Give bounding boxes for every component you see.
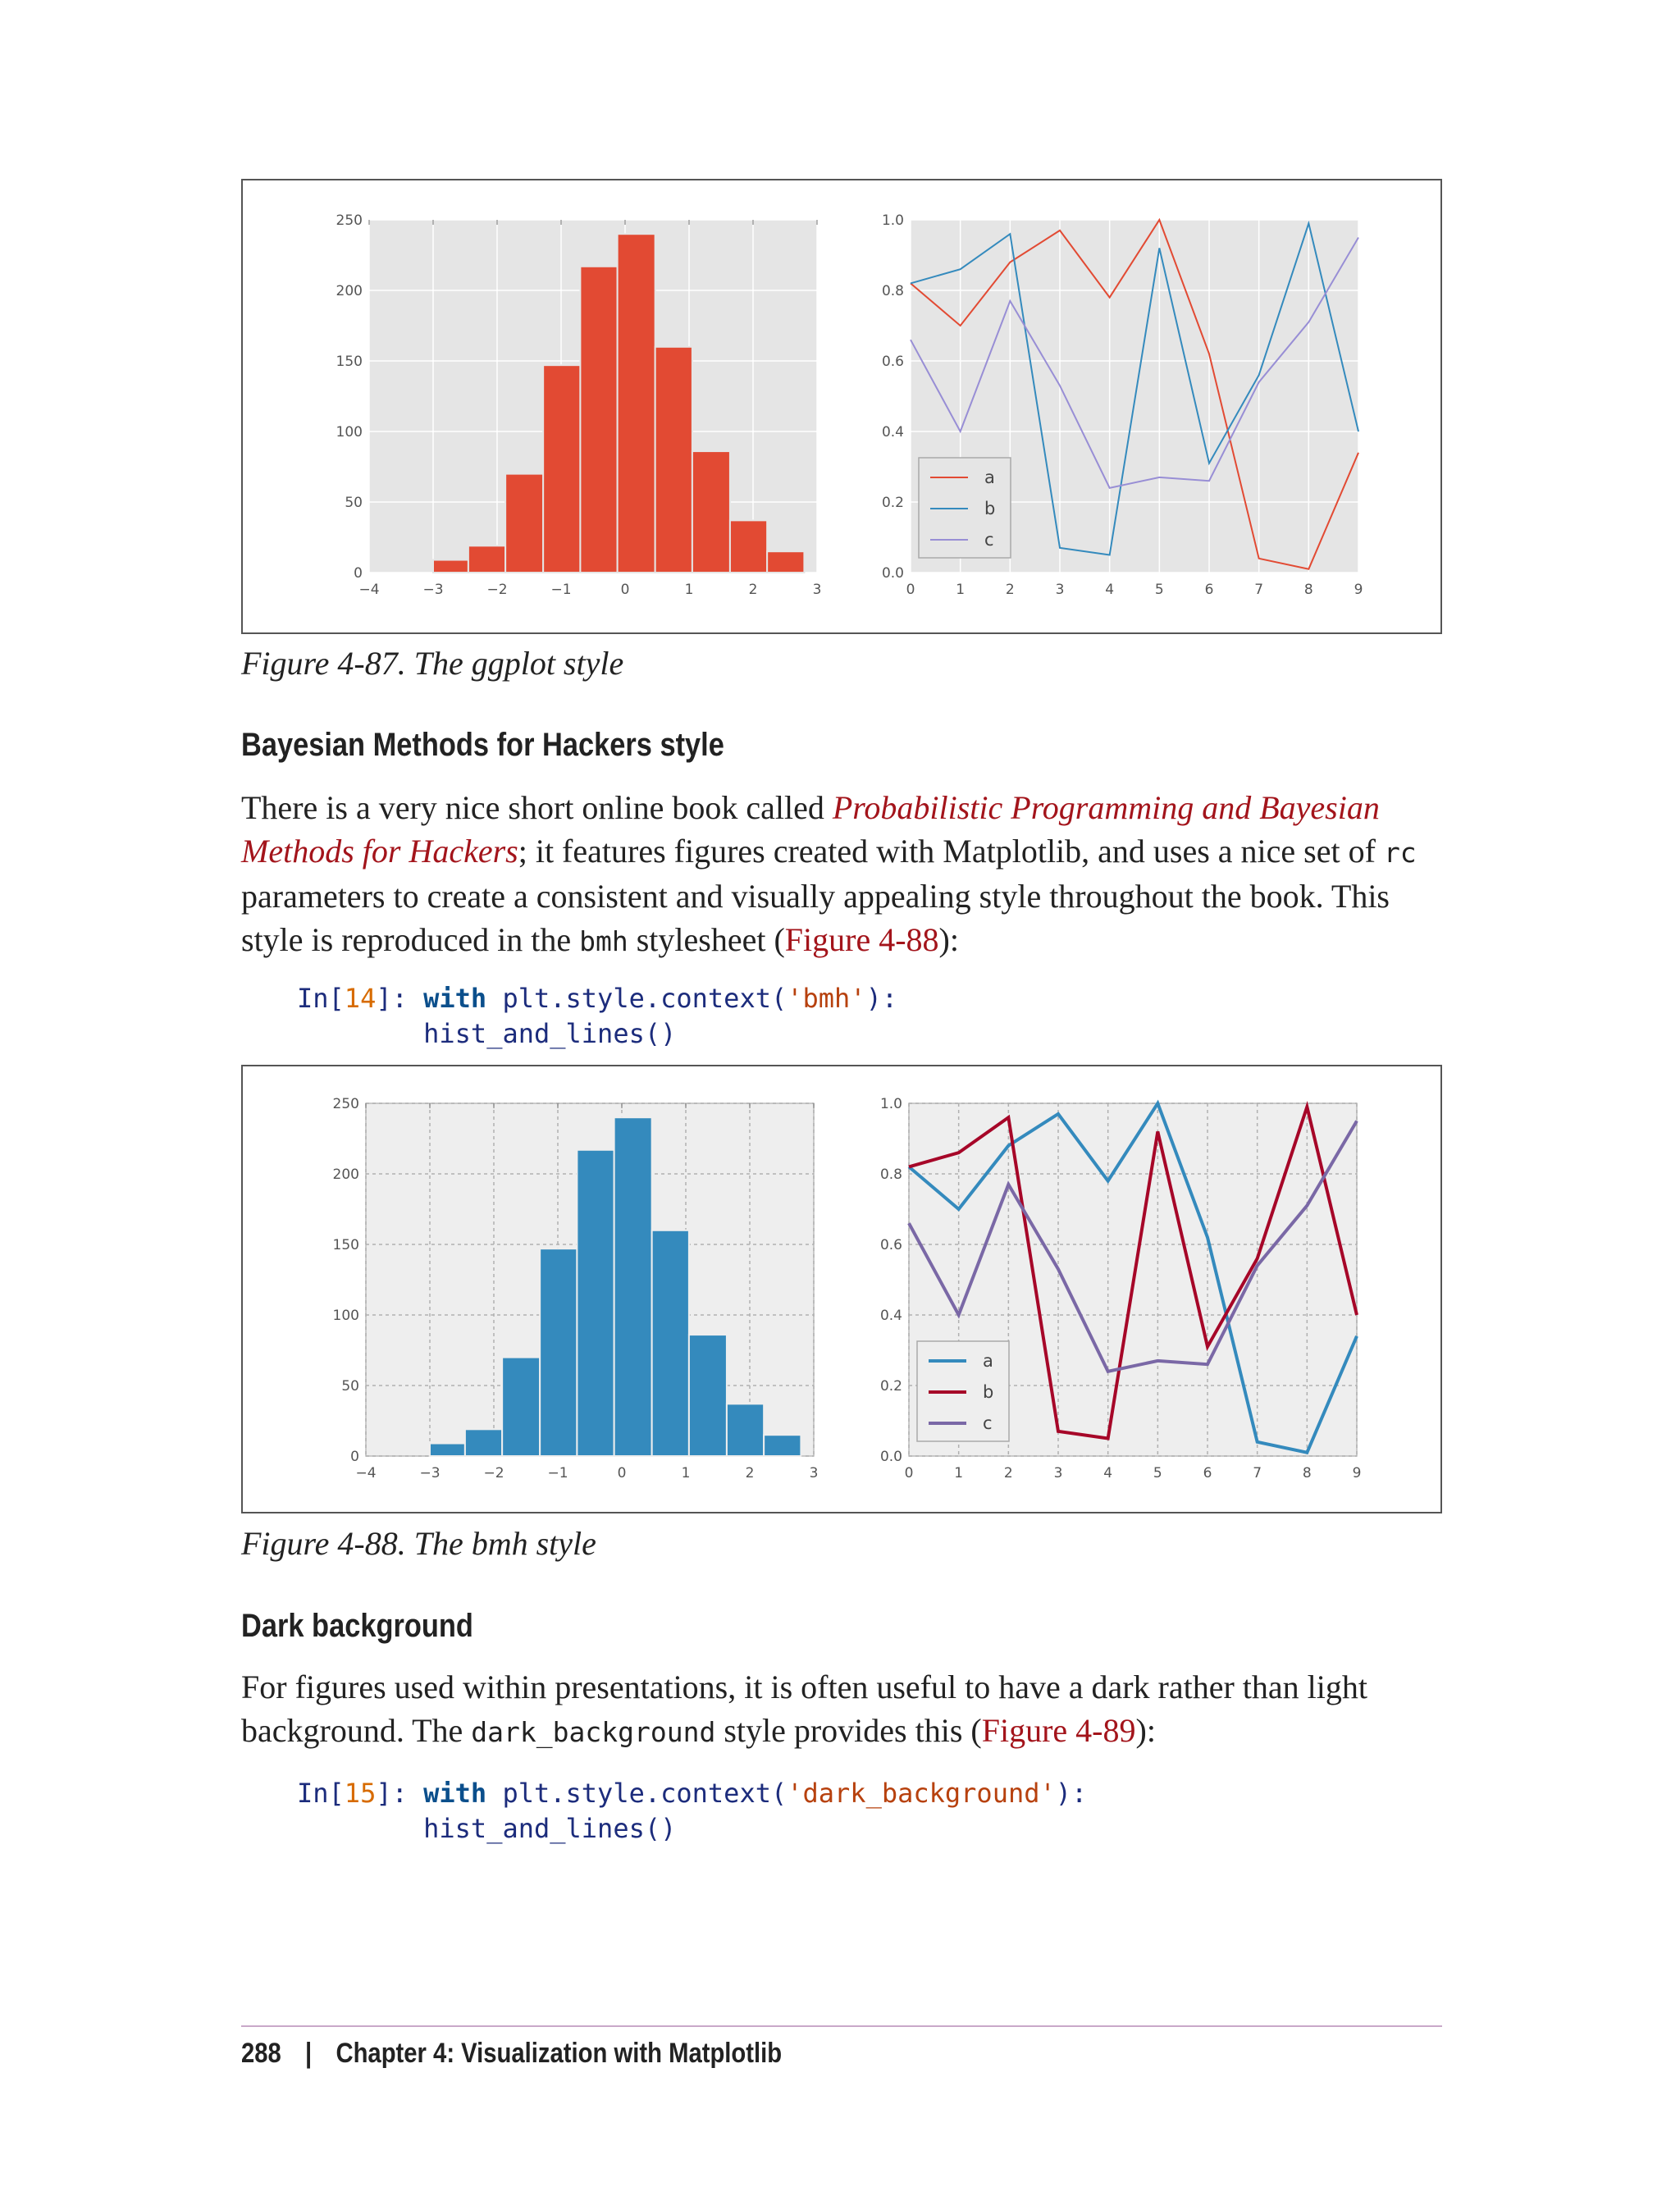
line-x-tick-label: 4 xyxy=(1105,582,1115,598)
line-x-tick-label: 2 xyxy=(1003,1465,1013,1481)
legend-label-c: c xyxy=(984,530,994,550)
line-x-tick-label: 9 xyxy=(1354,582,1363,598)
line-x-tick-label: 0 xyxy=(904,1465,914,1481)
line-x-tick-label: 5 xyxy=(1154,582,1164,598)
line-y-tick-label: 1.0 xyxy=(881,212,904,229)
code-bmh: bmh xyxy=(579,925,628,957)
hist-x-tick-label: −4 xyxy=(358,582,380,598)
hist-y-tick-label: 100 xyxy=(332,1308,359,1324)
hist-y-tick-label: 0 xyxy=(350,1449,359,1465)
hist-bar xyxy=(543,365,580,573)
figure-ggplot xyxy=(241,179,1442,634)
hist-x-tick-label: −2 xyxy=(486,582,508,598)
hist-x-tick-label: −2 xyxy=(483,1465,504,1481)
hist-y-tick-label: 0 xyxy=(354,565,363,582)
hist-x-tick-label: −4 xyxy=(355,1465,377,1481)
line-x-tick-label: 7 xyxy=(1254,582,1264,598)
code-block-dark: In[15]: with plt.style.context('dark_background'): hist_and_lines() xyxy=(297,1778,1088,1844)
line-x-tick-label: 8 xyxy=(1303,582,1313,598)
bmh-figure-svg xyxy=(243,1066,1440,1512)
line-x-tick-label: 3 xyxy=(1055,582,1065,598)
page-footer xyxy=(241,2038,782,2070)
line-y-tick-label: 0.4 xyxy=(879,1308,902,1324)
hist-x-tick-label: 0 xyxy=(617,1465,627,1481)
code-block-bmh: In[14]: with plt.style.context('bmh'): hist_and_lines() xyxy=(297,983,898,1049)
hist-x-tick-label: 3 xyxy=(812,582,822,598)
hist-y-tick-label: 150 xyxy=(332,1237,359,1253)
hist-y-tick-label: 50 xyxy=(341,1378,359,1395)
line-y-tick-label: 1.0 xyxy=(879,1096,902,1112)
footer-separator: | xyxy=(305,2038,313,2069)
hist-bar xyxy=(505,474,543,573)
legend-label-b: b xyxy=(984,499,996,518)
hist-bar xyxy=(465,1429,502,1456)
legend-label-c: c xyxy=(983,1413,993,1433)
hist-bar xyxy=(468,546,505,573)
hist-bar xyxy=(689,1335,727,1456)
figure-caption-4-87: Figure 4-87. The ggplot style xyxy=(241,645,624,682)
hist-x-tick-label: 0 xyxy=(620,582,630,598)
hist-x-tick-label: 2 xyxy=(745,1465,755,1481)
hist-bar xyxy=(580,267,617,573)
code-rc: rc xyxy=(1383,837,1417,869)
figure-4-89-link[interactable]: Figure 4-89 xyxy=(981,1712,1136,1749)
hist-y-tick-label: 50 xyxy=(345,495,363,511)
hist-y-tick-label: 150 xyxy=(336,354,363,370)
line-x-tick-label: 2 xyxy=(1005,582,1015,598)
book-link[interactable]: Probabilistic Programming and Bayesian Methods for Hackers xyxy=(241,789,1380,870)
line-x-tick-label: 9 xyxy=(1352,1465,1362,1481)
hist-x-tick-label: 3 xyxy=(809,1465,819,1481)
hist-x-tick-label: −1 xyxy=(547,1465,568,1481)
paragraph-bmh: There is a very nice short online book called Probabilistic Programming and Bayesian Methods for Hackers; it features figures created with Matplotlib, and uses a nice set of rc parameters to create a consistent and visually appealing style throughout the book. This style is reproduced in the bmh stylesheet (Figure 4-88): xyxy=(241,789,1417,958)
hist-bar xyxy=(540,1249,577,1456)
line-y-tick-label: 0.6 xyxy=(879,1237,902,1253)
line-y-tick-label: 0.8 xyxy=(879,1166,902,1183)
line-x-tick-label: 6 xyxy=(1203,1465,1212,1481)
legend-label-b: b xyxy=(983,1382,994,1402)
hist-bar xyxy=(577,1150,614,1456)
hist-x-tick-label: −3 xyxy=(419,1465,441,1481)
hist-bar xyxy=(614,1117,652,1456)
section-heading-bmh: Bayesian Methods for Hackers style xyxy=(241,727,724,763)
chapter-title: Chapter 4: Visualization with Matplotlib xyxy=(336,2038,783,2069)
code-dark-background: dark_background xyxy=(471,1716,716,1748)
line-x-tick-label: 4 xyxy=(1103,1465,1113,1481)
hist-bar xyxy=(430,1444,465,1456)
line-y-tick-label: 0.4 xyxy=(881,424,904,441)
line-y-tick-label: 0.0 xyxy=(881,565,904,582)
line-x-tick-label: 5 xyxy=(1153,1465,1162,1481)
line-y-tick-label: 0.0 xyxy=(879,1449,902,1465)
hist-bar xyxy=(655,347,692,573)
line-x-tick-label: 1 xyxy=(956,582,966,598)
hist-bar xyxy=(618,234,655,573)
page-number: 288 xyxy=(241,2038,281,2069)
hist-y-tick-label: 250 xyxy=(336,212,363,229)
figure-bmh xyxy=(241,1065,1442,1513)
hist-bar xyxy=(764,1435,801,1456)
hist-x-tick-label: 1 xyxy=(684,582,694,598)
hist-bar xyxy=(730,520,767,573)
hist-bar xyxy=(433,560,468,573)
line-x-tick-label: 7 xyxy=(1253,1465,1262,1481)
hist-bar xyxy=(727,1404,764,1456)
hist-bar xyxy=(502,1358,540,1456)
hist-y-tick-label: 200 xyxy=(332,1166,359,1183)
hist-bar xyxy=(767,551,804,573)
hist-x-tick-label: −1 xyxy=(550,582,572,598)
figure-4-88-link[interactable]: Figure 4-88 xyxy=(784,921,939,958)
hist-bar xyxy=(652,1230,689,1456)
line-y-tick-label: 0.8 xyxy=(881,283,904,299)
legend-label-a: a xyxy=(984,468,995,487)
section-heading-dark: Dark background xyxy=(241,1608,473,1644)
hist-x-tick-label: 1 xyxy=(681,1465,691,1481)
ggplot-figure-svg xyxy=(243,180,1440,632)
paragraph-dark: For figures used within presentations, it is often useful to have a dark rather than light background. The dark_background style provides this (Figure 4-89): xyxy=(241,1669,1368,1749)
line-x-tick-label: 1 xyxy=(954,1465,964,1481)
hist-x-tick-label: −3 xyxy=(422,582,444,598)
legend-label-a: a xyxy=(983,1351,993,1371)
footer-rule xyxy=(241,2025,1442,2027)
figure-caption-4-88: Figure 4-88. The bmh style xyxy=(241,1525,596,1562)
line-x-tick-label: 3 xyxy=(1053,1465,1063,1481)
line-y-tick-label: 0.2 xyxy=(881,495,904,511)
hist-y-tick-label: 250 xyxy=(332,1096,359,1112)
hist-x-tick-label: 2 xyxy=(748,582,758,598)
hist-bar xyxy=(692,451,730,573)
line-x-tick-label: 0 xyxy=(906,582,915,598)
line-y-tick-label: 0.2 xyxy=(879,1378,902,1395)
line-y-tick-label: 0.6 xyxy=(881,354,904,370)
line-x-tick-label: 8 xyxy=(1302,1465,1312,1481)
line-x-tick-label: 6 xyxy=(1204,582,1214,598)
hist-y-tick-label: 200 xyxy=(336,283,363,299)
hist-y-tick-label: 100 xyxy=(336,424,363,441)
